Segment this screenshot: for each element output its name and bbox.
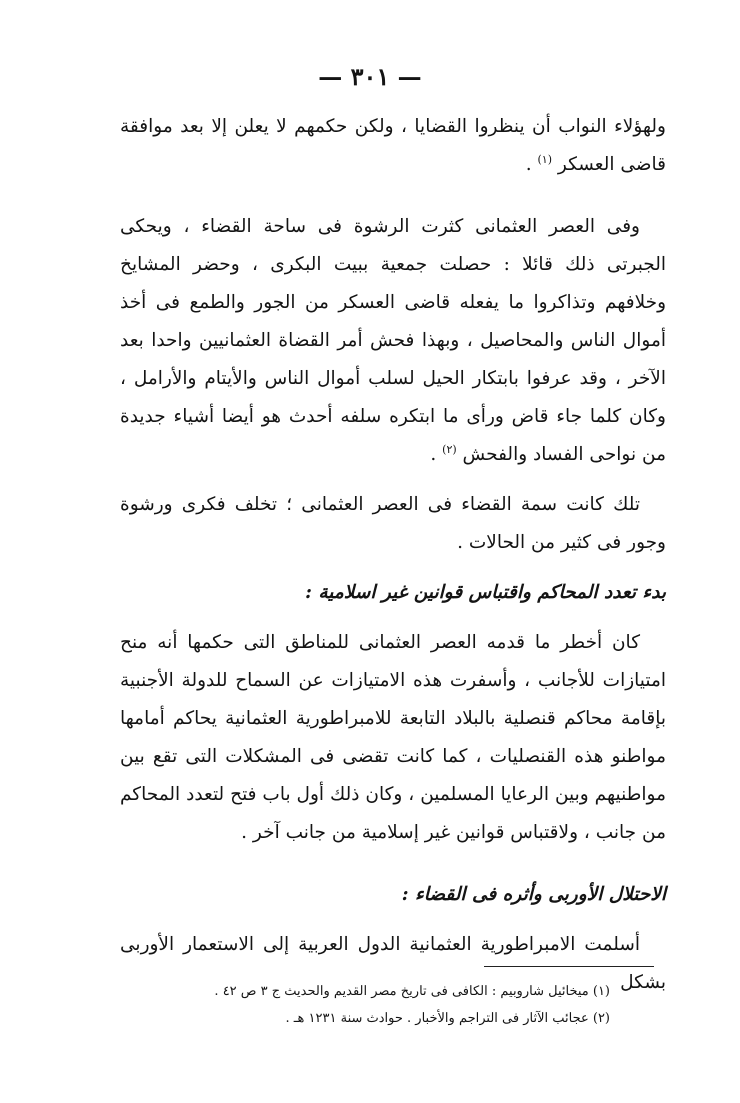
section-heading-occupation: الاحتلال الأوربى وأثره فى القضاء : [401, 884, 666, 905]
footnote-divider [484, 966, 654, 967]
footnotes [214, 978, 610, 1032]
paragraph-gap [120, 474, 666, 486]
footnote-1: (١) ميخائيل شاروبيم : الكافى فى تاريخ مصر القديم والحديث ج ٣ ص ٤٢ . [214, 984, 610, 999]
paragraph-1 [120, 108, 666, 184]
footnote-2: (٢) عجائب الآثار فى التراجم والأخبار . حوادث سنة ١٢٣١ هـ . [285, 1011, 610, 1026]
section-gap [120, 562, 666, 574]
paragraph-1-text: ولهؤلاء النواب أن ينظروا القضايا ، ولكن حكمهم لا يعلن إلا بعد موافقة قاضى العسكر [120, 116, 666, 175]
footnote-ref-2: (٢) [442, 442, 457, 456]
paragraph-2-end: . [430, 444, 443, 465]
paragraph-2 [120, 208, 666, 474]
footnote-ref-1: (١) [537, 152, 552, 166]
section-gap [120, 852, 666, 876]
page-number: — ٣٠١ — [318, 62, 422, 91]
paragraph-gap [120, 184, 666, 208]
paragraph-3: تلك كانت سمة القضاء فى العصر العثمانى ؛ تخلف فكرى ورشوة وجور فى كثير من الحالات . [120, 494, 666, 553]
heading-gap [120, 914, 666, 926]
paragraph-occupation: أسلمت الامبراطورية العثمانية الدول العربية إلى الاستعمار الأوربى بشكل [120, 934, 666, 993]
paragraph-courts: كان أخطر ما قدمه العصر العثمانى للمناطق التى حكمها أنه منح امتيازات للأجانب ، وأسفرت هذه الامتيازات عن السماح للدولة الأجنبية بإقامة محاكم قنصلية بالبلاد التابعة للامبراطورية العثمانية يحاكم أمامها مواطنو هذه القنصليات ، كما كانت تقضى فى المشكلات التى تقع بين مواطنيهم وبين الرعايا المسلمين ، وكان ذلك أول باب فتح لتعدد المحاكم من جانب ، ولاقتباس قوانين غير إسلامية من جانب آخر . [120, 632, 666, 843]
heading-gap [120, 612, 666, 624]
paragraph-1-end: . [525, 154, 538, 175]
body-text [120, 108, 666, 1002]
section-heading-courts: بدء تعدد المحاكم واقتباس قوانين غير اسلامية : [305, 582, 666, 603]
paragraph-2-text: وفى العصر العثمانى كثرت الرشوة فى ساحة القضاء ، ويحكى الجبرتى ذلك قائلا : حصلت جمعية ببيت البكرى ، وحضر المشايخ وخلافهم وتذاكروا ما يفعله قاضى العسكر من الجور والطمع فى أخذ أموال الناس والمحاصيل ، وبهذا فحش أمر القضاة العثمانيين واحدا بعد الآخر ، وقد عرفوا بابتكار الحيل لسلب أموال الناس والأيتام والأرامل ، وكان كلما جاء قاض ورأى ما ابتكره سلفه أحدث هو أيضا أشياء جديدة من نواحى الفساد والفحش [120, 216, 666, 465]
